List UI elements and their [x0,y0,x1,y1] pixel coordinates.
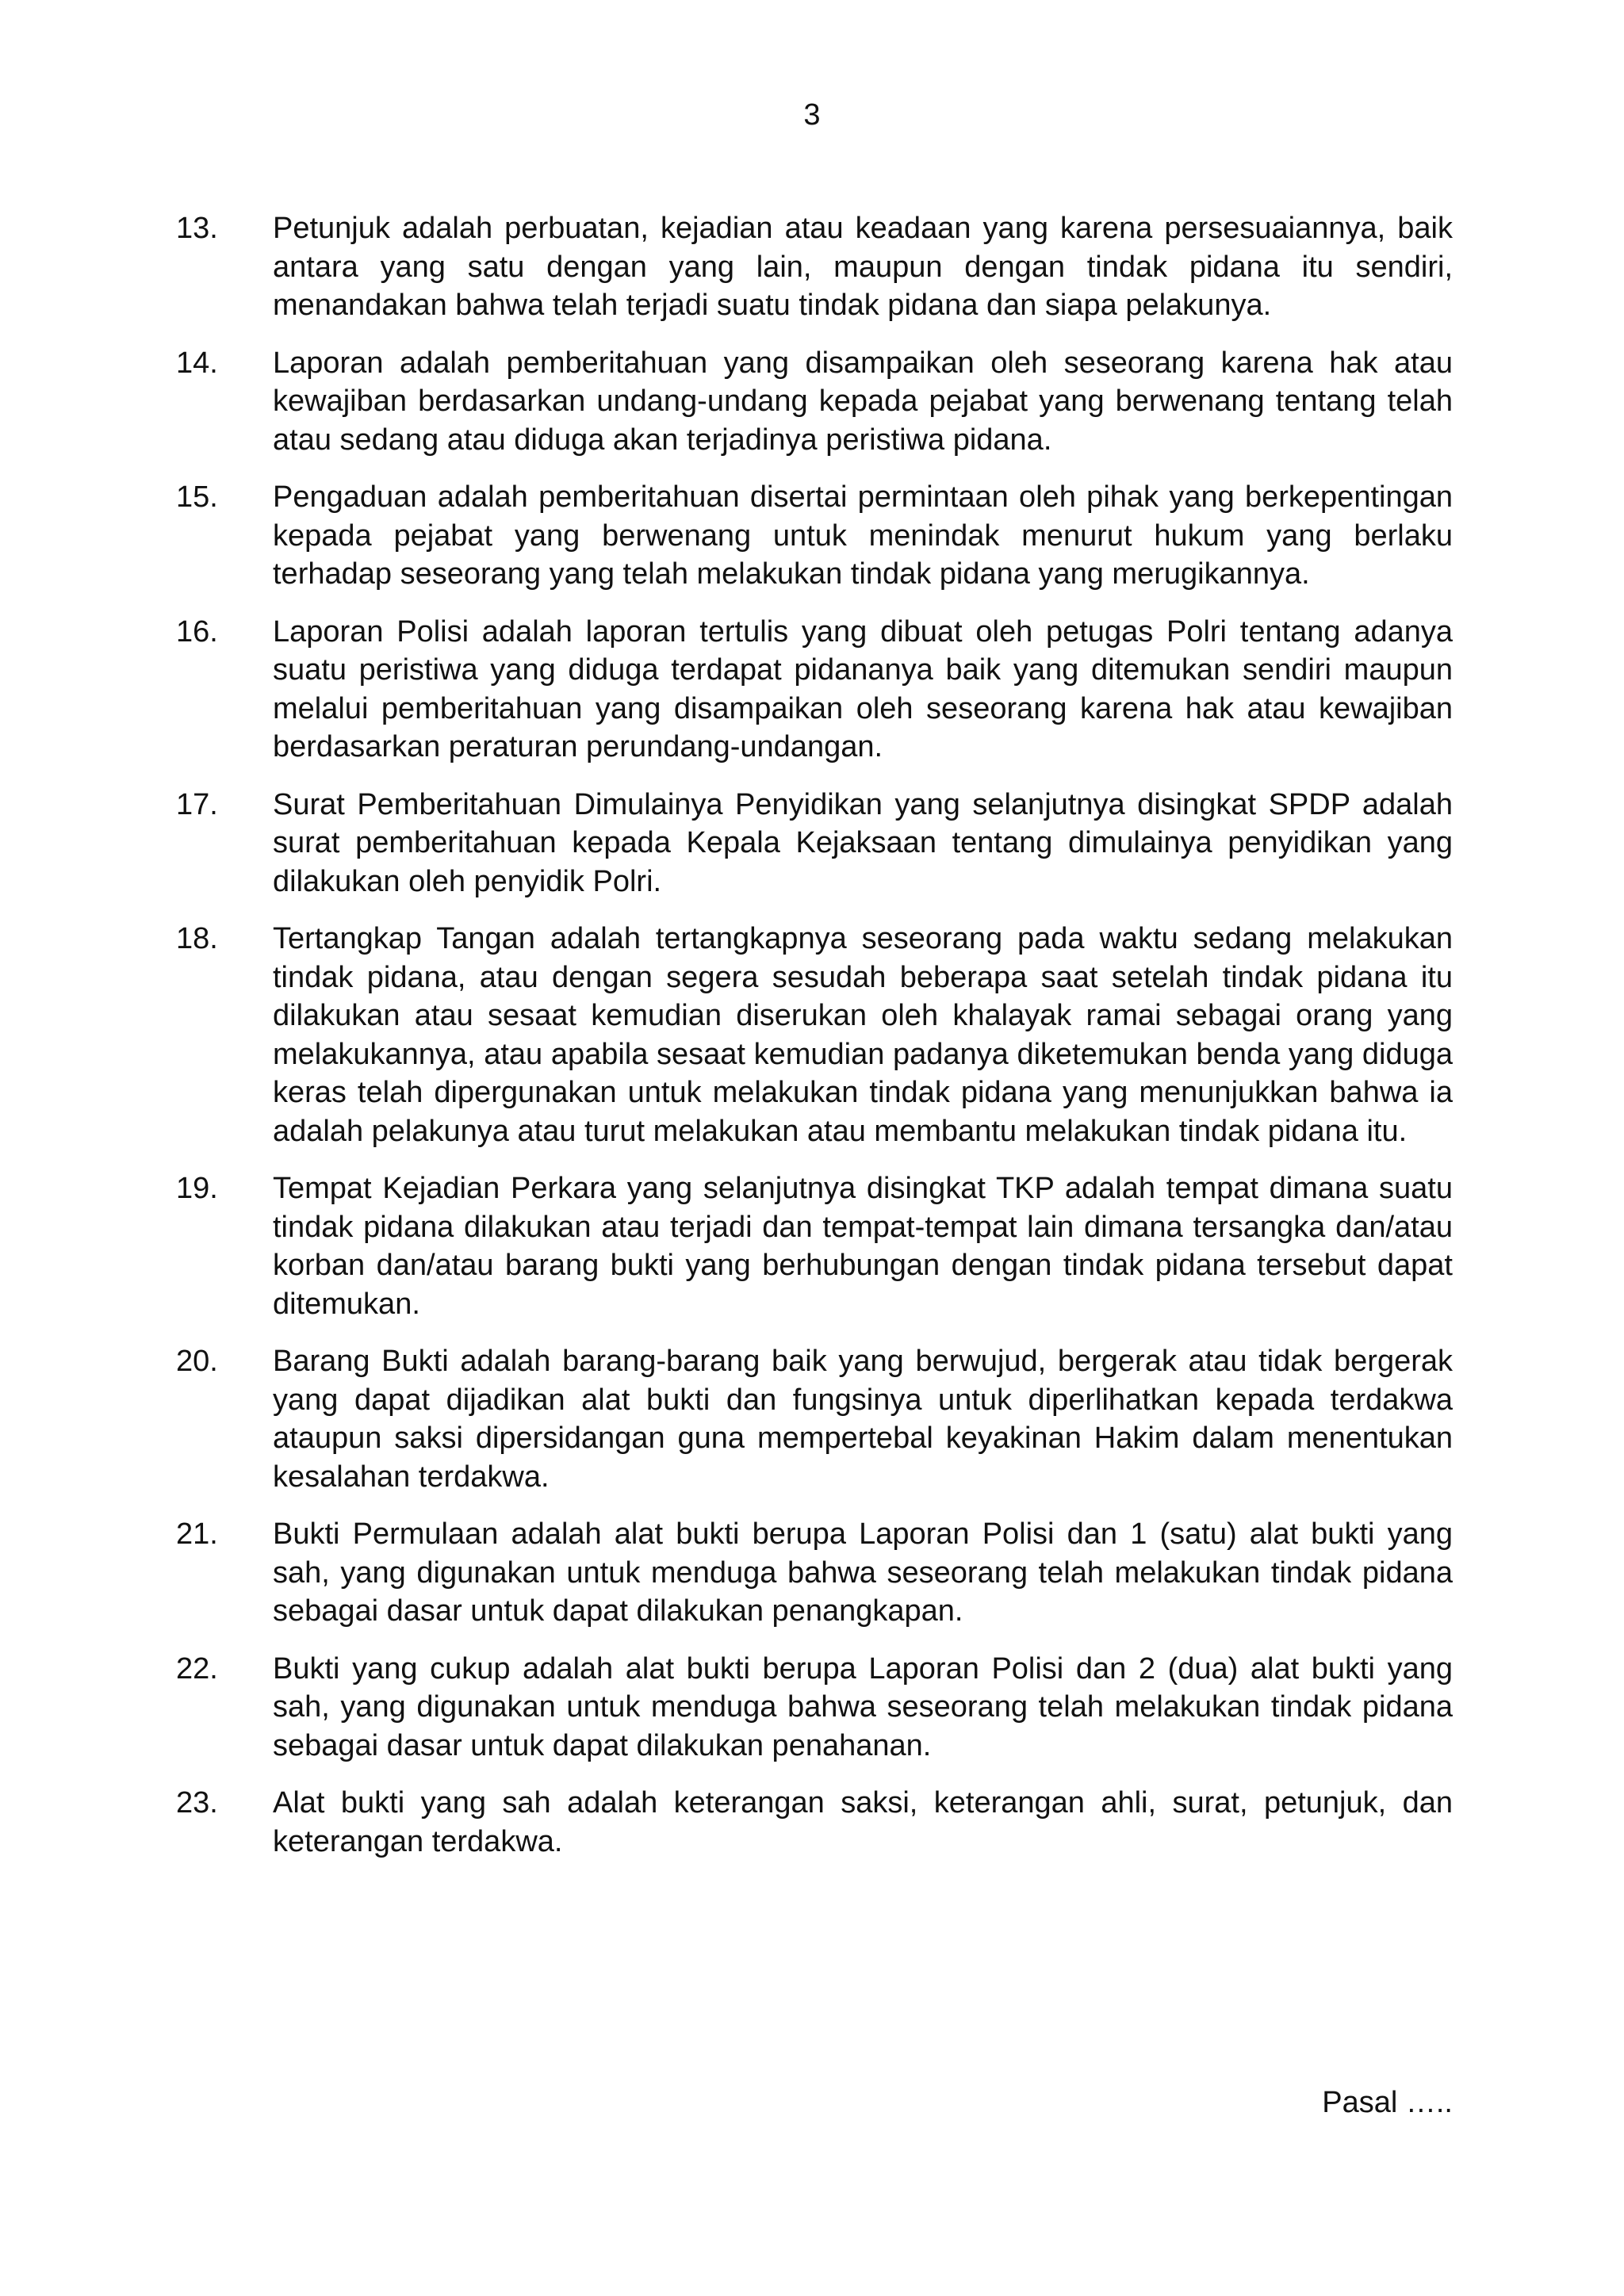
item-number: 15. [176,480,218,514]
list-item [0,209,1624,325]
item-text: Petunjuk adalah perbuatan, kejadian atau keadaan yang karena persesuaiannya, baik antara yang satu dengan yang lain, maupun dengan tindak pidana itu sendiri, menandakan bahwa telah terjadi suatu tindak pidana dan siapa pelakunya. [273,212,1453,322]
item-number: 23. [176,1786,218,1820]
list-item [0,1342,1624,1496]
item-text: Laporan Polisi adalah laporan tertulis yang dibuat oleh petugas Polri tentang adanya suatu peristiwa yang diduga terdapat pidananya baik yang ditemukan sendiri maupun melalui pemberitahuan yang disampaikan oleh seseorang karena hak atau kewajiban berdasarkan peraturan perundang-undangan. [273,614,1453,763]
list-item [0,344,1624,460]
item-number: 14. [176,346,218,380]
item-text: Pengaduan adalah pemberitahuan disertai permintaan oleh pihak yang berkepentingan kepada pejabat yang berwenang untuk menindak menurut hukum yang berlaku terhadap seseorang yang telah melakukan tindak pidana yang merugikannya. [273,480,1453,591]
list-item [0,478,1624,594]
page-number: 3 [803,98,821,132]
list-item [0,613,1624,767]
list-item [0,1650,1624,1766]
item-text: Tertangkap Tangan adalah tertangkapnya seseorang pada waktu sedang melakukan tindak pidana, atau dengan segera sesudah beberapa saat setelah tindak pidana itu dilakukan atau sesaat kemudian diserukan oleh khalayak ramai sebagai orang yang melakukannya, atau apabila sesaat kemudian padanya diketemukan benda yang diduga keras telah dipergunakan untuk melakukan tindak pidana yang menunjukkan bahwa ia adalah pelakunya atau turut melakukan atau membantu melakukan tindak pidana itu. [273,922,1453,1148]
definition-list [0,209,1624,1880]
list-item [0,786,1624,901]
item-text: Alat bukti yang sah adalah keterangan saksi, keterangan ahli, surat, petunjuk, dan keterangan terdakwa. [273,1786,1453,1858]
item-number: 16. [176,614,218,649]
list-item [0,1515,1624,1631]
item-text: Surat Pemberitahuan Dimulainya Penyidikan yang selanjutnya disingkat SPDP adalah surat pemberitahuan kepada Kepala Kejaksaan tentang dimulainya penyidikan yang dilakukan oleh penyidik Polri. [273,787,1453,898]
item-number: 17. [176,787,218,821]
continuation-note: Pasal ….. [1322,2086,1453,2119]
item-number: 22. [176,1651,218,1686]
list-item [0,920,1624,1150]
item-number: 20. [176,1345,218,1378]
list-item [0,1169,1624,1323]
item-number: 21. [176,1517,218,1551]
item-number: 19. [176,1172,218,1205]
list-item [0,1784,1624,1861]
item-text: Barang Bukti adalah barang-barang baik yang berwujud, bergerak atau tidak bergerak yang dapat dijadikan alat bukti dan fungsinya untuk diperlihatkan kepada terdakwa ataupun saksi dipersidangan guna mempertebal keyakinan Hakim dalam menentukan kesalahan terdakwa. [273,1345,1453,1494]
item-text: Laporan adalah pemberitahuan yang disampaikan oleh seseorang karena hak atau kewajiban berdasarkan undang-undang kepada pejabat yang berwenang tentang telah atau sedang atau diduga akan terjadinya peristiwa pidana. [273,346,1453,457]
item-text: Bukti yang cukup adalah alat bukti berupa Laporan Polisi dan 2 (dua) alat bukti yang sah, yang digunakan untuk menduga bahwa seseorang telah melakukan tindak pidana sebagai dasar untuk dapat dilakukan penahanan. [273,1651,1453,1762]
item-text: Tempat Kejadian Perkara yang selanjutnya disingkat TKP adalah tempat dimana suatu tindak pidana dilakukan atau terjadi dan tempat-tempat lain dimana tersangka dan/atau korban dan/atau barang bukti yang berhubungan dengan tindak pidana tersebut dapat ditemukan. [273,1172,1453,1321]
item-number: 18. [176,922,218,955]
item-text: Bukti Permulaan adalah alat bukti berupa Laporan Polisi dan 1 (satu) alat bukti yang sah, yang digunakan untuk menduga bahwa seseorang telah melakukan tindak pidana sebagai dasar untuk dapat dilakukan penangkapan. [273,1517,1453,1628]
item-number: 13. [176,212,218,245]
